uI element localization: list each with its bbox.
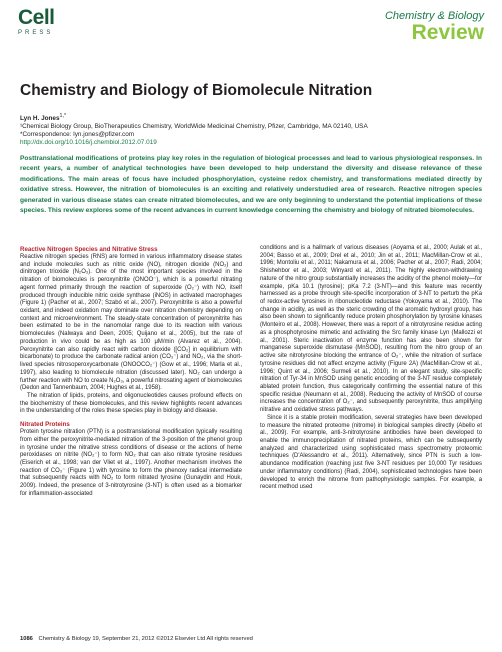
cell-press-logo: [18, 8, 66, 37]
journal-header: [385, 10, 484, 44]
correspondence: *Correspondence: lyn.jones@pfizer.com: [20, 130, 135, 138]
section-heading-rns: Reactive Nitrogen Species and Nitrative Stress: [20, 246, 158, 253]
affiliation: ¹Chemical Biology Group, BioTherapeutics Chemistry, WorldWide Medicinal Chemistry, Pfizer, Cambridge, MA 02140, USA: [20, 122, 368, 130]
paragraph-proteins-3: Since it is a stable protein modification, several strategies have been developed to measure the nitrated proteome (nitrome) in biological samples directly (Abello et al., 2009). For example, anti-3-nitrotyrosine antibodies have been developed to enable the immunoprecipitation of nitrated proteins, which can be subsequently analyzed and characterized using sophisticated mass spectrometry proteomic techniques (D'Alessandro et al., 2011). Alternatively, since PTN is such a low-abundance modification (reaching just five 3-NT residues per 10,000 Tyr residues under inflammatory conditions) (Radi, 2004), sophisticated technologies have been developed to enrich the nitrome from pathophysiologic samples. For example, a recent method used: [260, 414, 482, 491]
author-block: [20, 113, 482, 146]
logo-sub-text: PRESS: [18, 30, 54, 36]
paragraph-rns-2: The nitration of lipids, proteins, and oligonucleotides causes profound effects on the biochemistry of these biomolecules, and this review highlights recent advances in the understanding of the roles these species play in biology and disease.: [20, 392, 242, 415]
right-column: [260, 245, 482, 492]
footer-citation: Chemistry & Biology 19, September 21, 2012 ©2012 Elsevier Ltd All rights reserved: [38, 636, 253, 642]
paragraph-proteins-2: conditions and is a hallmark of various diseases (Aoyama et al., 2000; Aulak et al., 2004; Basso et al., 2009; Drel et al., 2010; Jin et al., 2011; MacMillan-Crow et al., 1996; Montoliu et al., 2011; Nakamura et al., 2006; Pacher et al., 2007; Radi, 2004; Shishehbor et al., 2003; Winyard et al., 2011). The highly electron-withdrawing nature of the nitro group substantially increases the acidity of the phenol moiety—for example, pKa 10.1 (tyrosine); pKa 7.2 (3-NT)—and this feature was recently harnessed as a probe through site-specific incorporation of 3-NT to perturb the pKa of redox-active tyrosines in ribonucleotide reductase (Yokoyama et al., 2010). The change in acidity, as well as the steric crowding of the aromatic hydroxyl group, has also been shown to significantly reduce protein phosphorylation by tyrosine kinases (Monteiro et al., 2008). However, there was a report of a nitrotyrosine residue acting as a phosphotyrosine mimetic and activating the Src family kinase Lyn (Mallozzi et al., 2001). Steric inactivation of enzyme function has also been shown for manganese superoxide dismutase (MnSOD), resulting from the nitro group of an active site nitrotyrosine blocking the entrance of O₂⁻, while the nitration of surface tyrosine residues did not affect enzyme activity (Figure 2A) (MacMillan-Crow et al., 1996; Quint et al., 2006; Surmeli et al., 2010). In an elegant study, site-specific nitration of Tyr-34 in MnSOD using genetic encoding of the 3-NT residue completely ablated protein function, thus categorically confirming the essential nature of this specific residue (Neumann et al., 2008). Reducing the activity of MnSOD of course increases the concentration of O₂⁻, and subsequently peroxynitrite, thus amplifying nitrative and oxidative stress pathways.: [260, 245, 482, 414]
paragraph-rns-1: Reactive nitrogen species (RNS) are formed in various inflammatory disease states and include molecules such as nitric oxide (NO), nitrogen dioxide (NO₂) and dinitrogen trioxide (N₂O₃). One of the most important species involved in the nitration of biomolecules is peroxynitrite (ONOO⁻), which is a powerful nitrating agent formed primarily through the reaction of superoxide (O₂⁻) with NO, itself produced through inducible nitric oxide synthase (iNOS) in activated macrophages (Figure 1) (Pacher et al., 2007; Szabó et al., 2007). Peroxynitrite is also a powerful oxidant, and indeed oxidation may dominate over nitration chemistry depending on context and microenvironment. The steady-state concentration of peroxynitrite has been estimated to be in the nanomolar range due to its reaction with various biomolecules (Nalwaya and Deen, 2005; Quijano et al., 2005), but the rate of production in vivo could be as high as 100 μM/min (Alvarez et al., 2004). Peroxynitrite can also rapidly react with carbon dioxide ([CO₂] in equilibrium with bicarbonate) to produce the carbonate radical anion (CO₃⁻) and NO₂, via the short-lived species nitrosoperoxycarbonate (ONOOCO₂⁻) (Gow et al., 1996; Marla et al., 1997), also leading to biomolecule nitration (discussed later). NO₂ can undergo a further reaction with NO to create N₂O₃, a powerful nitrosating agent of biomolecules (Dedon and Tannenbaum, 2004; Hughes et al., 1958).: [20, 254, 242, 392]
author-name: Lyn H. Jones: [20, 115, 60, 123]
author-marks: 1,*: [59, 113, 67, 119]
paragraph-proteins-1: Protein tyrosine nitration (PTN) is a posttranslational modification typically resulting from either the peroxynitrite-mediated nitration of the 3-position of the phenol group in tyrosine under the nitrative stress conditions of disease or the actions of heme peroxidases on nitrite (NO₂⁻) to form NO₂ that can also nitrate tyrosine residues (Eiserich et al., 1998; van der Vliet et al., 1997). Another mechanism involves the reaction of CO₃⁻ (Figure 1) with tyrosine to form the phenoxy radical intermediate that subsequently reacts with NO₂ to form nitrated tyrosine (Gunaydin and Houk, 2009). Indeed, the presence of 3-nitrotyrosine (3-NT) is often used as a biomarker for inflammation-associated: [20, 429, 242, 497]
doi-link[interactable]: http://dx.doi.org/10.1016/j.chembiol.2012.07.019: [20, 138, 157, 146]
left-column: [20, 245, 242, 499]
page-number: 1086: [20, 636, 33, 642]
section-heading-nitrated-proteins: Nitrated Proteins: [20, 421, 70, 429]
article-title: Chemistry and Biology of Biomolecule Nitration: [20, 82, 373, 99]
author-line: [20, 113, 482, 123]
page-footer: [20, 636, 482, 643]
logo-main-text: Cell: [18, 6, 55, 29]
journal-name: Chemistry & Biology: [384, 10, 484, 22]
article-type: Review: [411, 21, 484, 44]
abstract: Posttranslational modifications of proteins play key roles in the regulation of biological processes and lead to various physiological responses. In recent years, a number of analytical technologies have been developed to help understand the diversity and disease relevance of these modifications. The main areas of focus have included phosphorylation, cysteine redox chemistry, and transformations mediated directly by oxidative stress. However, the nitration of biomolecules is an exciting and relatively understudied area of research. Reactive nitrogen species generated in various disease states can create nitrated biomolecules, and we are only beginning to understand the potential implications of these species. This review explores some of the recent advances in current knowledge concerning the chemistry and biology of nitrated biomolecules.: [20, 155, 482, 215]
